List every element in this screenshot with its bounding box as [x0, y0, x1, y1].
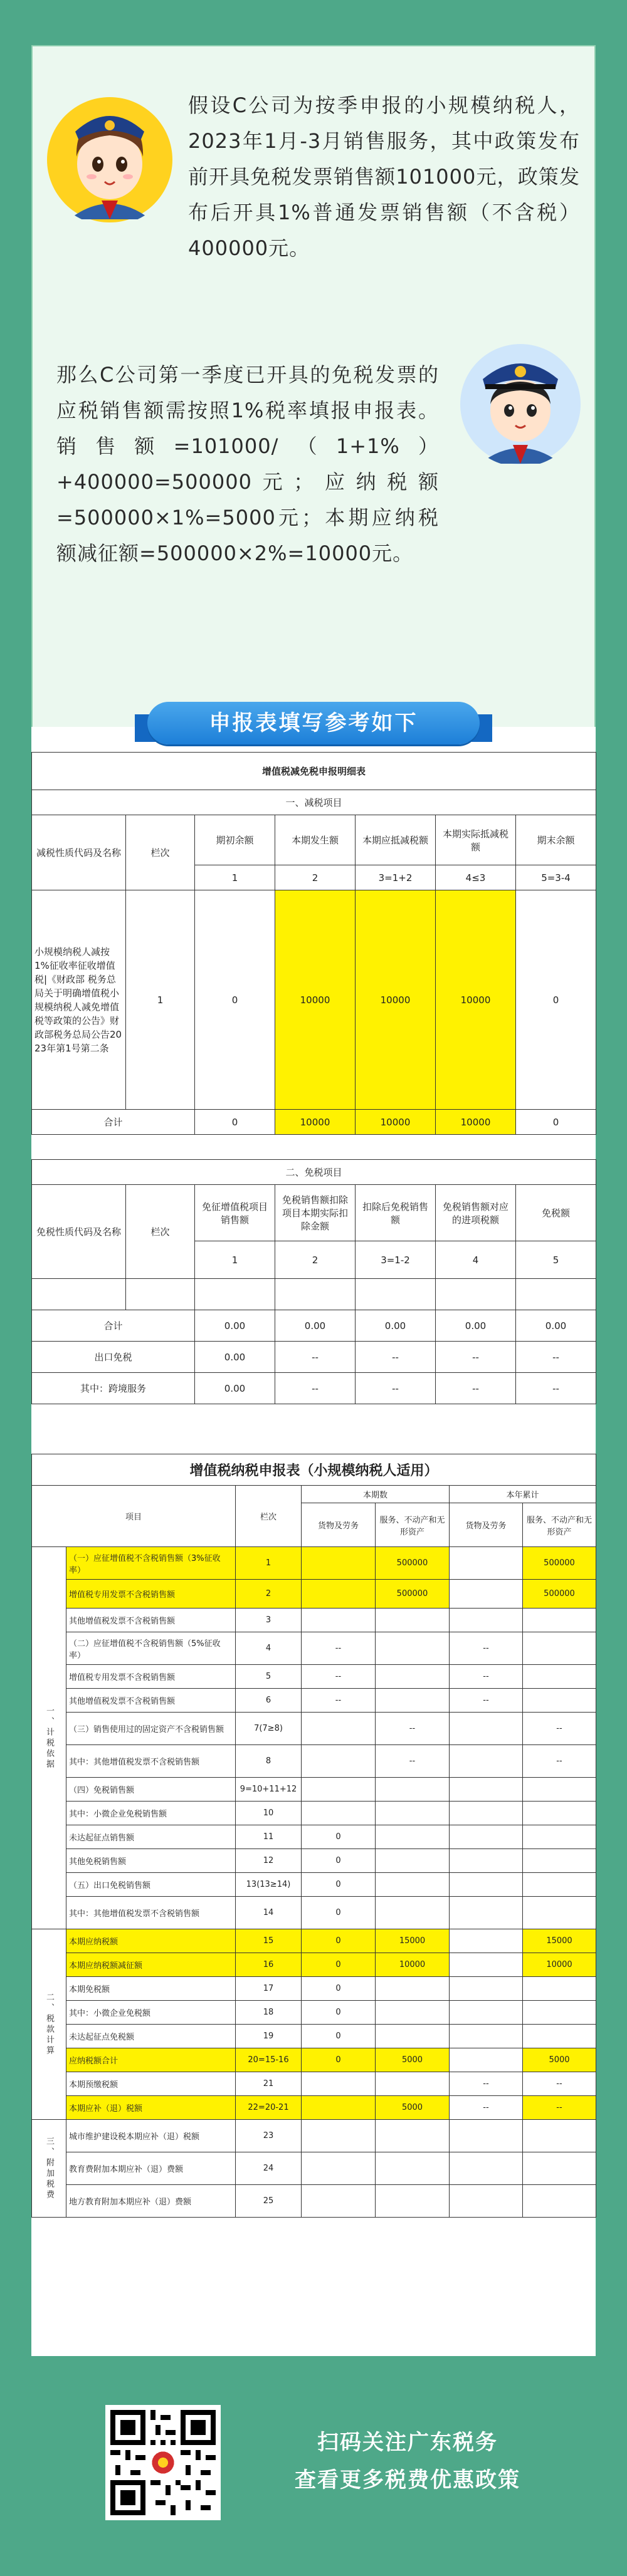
cell: --	[275, 1342, 356, 1373]
return-row	[32, 2048, 596, 2072]
header-deductible-tax: 本期应抵减税额	[356, 815, 436, 865]
cell: 500000	[523, 1580, 596, 1609]
cell	[523, 2120, 596, 2152]
header-services: 服务、不动产和无形资产	[523, 1503, 596, 1547]
cell	[376, 2152, 450, 2185]
row-number: 9=10+11+12	[236, 1778, 302, 1802]
cell-highlight: 10000	[356, 890, 436, 1110]
cell	[302, 2185, 376, 2218]
row-label: 其中：小微企业免税额	[66, 2001, 236, 2025]
cell	[450, 1745, 523, 1778]
row-number: 1	[236, 1547, 302, 1580]
cell: 0	[302, 2048, 376, 2072]
return-row	[32, 2025, 596, 2048]
row-number: 11	[236, 1825, 302, 1849]
reduction-policy-name: 小规模纳税人减按1%征收率征收增值税|《财政部 税务总局关于明确增值税小规模纳税人减免增值税等政策的公告》财政部税务总局公告2023年第1号第二条	[32, 890, 126, 1110]
cell	[32, 1279, 126, 1310]
cell: 0	[302, 2001, 376, 2025]
row-number: 21	[236, 2072, 302, 2096]
ribbon-title: 申报表填写参考如下	[209, 711, 418, 736]
row-number: 10	[236, 1802, 302, 1825]
cell	[450, 1713, 523, 1745]
row-number: 16	[236, 1953, 302, 1977]
cell: 0	[516, 890, 596, 1110]
total-label: 合计	[32, 1110, 195, 1135]
cell: 0	[302, 1849, 376, 1873]
cell	[376, 1665, 450, 1689]
row-number: 17	[236, 1977, 302, 2001]
return-row	[32, 2152, 596, 2185]
cell	[376, 1778, 450, 1802]
cell	[523, 2025, 596, 2048]
cell	[450, 1953, 523, 1977]
export-exempt-label: 出口免税	[32, 1342, 195, 1373]
row-number: 18	[236, 2001, 302, 2025]
return-row	[32, 1745, 596, 1778]
cell	[450, 2152, 523, 2185]
return-row	[32, 1897, 596, 1929]
cell	[376, 1802, 450, 1825]
row-label: 其中：其他增值税发票不含税销售额	[66, 1897, 236, 1929]
cell: --	[523, 1745, 596, 1778]
row-label: 增值税专用发票不含税销售额	[66, 1580, 236, 1609]
cell	[376, 1825, 450, 1849]
cell: --	[356, 1373, 436, 1404]
header-actual-deducted: 本期实际抵减税额	[436, 815, 516, 865]
cell	[523, 1609, 596, 1632]
cell: --	[376, 1745, 450, 1778]
table1-title: 增值税减免税申报明细表	[32, 753, 596, 790]
header-current-period: 本期数	[302, 1486, 450, 1503]
row-label: 地方教育附加本期应补（退）费额	[66, 2185, 236, 2218]
cell	[376, 1849, 450, 1873]
cell	[376, 1632, 450, 1665]
cell	[450, 1977, 523, 2001]
tax-officer-male-avatar	[458, 342, 583, 467]
return-row	[32, 1953, 596, 1977]
cell	[302, 1745, 376, 1778]
cell: --	[450, 2096, 523, 2120]
cell	[302, 1609, 376, 1632]
row-label: （一）应征增值税不含税销售额（3%征收率）	[66, 1547, 236, 1580]
cell	[376, 2120, 450, 2152]
cell	[302, 1547, 376, 1580]
header-current-amount: 本期发生额	[275, 815, 356, 865]
row-number: 5	[236, 1665, 302, 1689]
row-label: 应纳税额合计	[66, 2048, 236, 2072]
header-net-exempt-sales: 扣除后免税销售额	[356, 1185, 436, 1241]
cell	[450, 2185, 523, 2218]
row-label: 其中：其他增值税发票不含税销售额	[66, 1745, 236, 1778]
header-exempt-tax: 免税额	[516, 1185, 596, 1241]
cell: 0.00	[436, 1310, 516, 1342]
cell	[376, 1873, 450, 1897]
cell: --	[356, 1342, 436, 1373]
row-number: 22=20-21	[236, 2096, 302, 2120]
return-row	[32, 1632, 596, 1665]
cell: --	[436, 1373, 516, 1404]
cross-border-label: 其中：跨境服务	[32, 1373, 195, 1404]
cell	[376, 2025, 450, 2048]
row-number: 6	[236, 1689, 302, 1713]
cell	[356, 1279, 436, 1310]
cell	[523, 1689, 596, 1713]
cell	[523, 1897, 596, 1929]
row-label: （三）销售使用过的固定资产不含税销售额	[66, 1713, 236, 1745]
cell	[523, 2185, 596, 2218]
cell	[195, 1279, 275, 1310]
cell: --	[523, 1713, 596, 1745]
footer-line-2: 查看更多税费优惠政策	[295, 2468, 520, 2493]
row-number: 12	[236, 1849, 302, 1873]
cell: 500000	[523, 1547, 596, 1580]
cell: --	[516, 1373, 596, 1404]
section-reduction-label: 一、减税项目	[32, 790, 596, 815]
cell: 5000	[523, 2048, 596, 2072]
cell	[450, 2048, 523, 2072]
cell	[302, 1778, 376, 1802]
cell	[523, 1873, 596, 1897]
top-green-rule	[0, 19, 627, 21]
cell	[302, 2096, 376, 2120]
cell	[523, 2001, 596, 2025]
header-opening-balance: 期初余额	[195, 815, 275, 865]
cell	[376, 2185, 450, 2218]
total-label: 合计	[32, 1310, 195, 1342]
cell: 5000	[376, 2048, 450, 2072]
cell: 500000	[376, 1547, 450, 1580]
cell: 10000	[523, 1953, 596, 1977]
cell	[126, 1279, 195, 1310]
row-label: 本期免税额	[66, 1977, 236, 2001]
cell	[450, 1609, 523, 1632]
cell	[450, 1897, 523, 1929]
reduction-exemption-table	[31, 752, 596, 1404]
table2-title: 增值税纳税申报表（小规模纳税人适用）	[32, 1454, 596, 1486]
cell: --	[275, 1373, 356, 1404]
cell: 5000	[376, 2096, 450, 2120]
header-reduction-code: 减税性质代码及名称	[32, 815, 126, 890]
header-exempt-sales: 免征增值税项目销售额	[195, 1185, 275, 1241]
row-number: 7(7≥8)	[236, 1713, 302, 1745]
row-label: 本期应纳税额减征额	[66, 1953, 236, 1977]
cell: 15000	[523, 1929, 596, 1953]
row-label: 其中：小微企业免税销售额	[66, 1802, 236, 1825]
cell-highlight: 10000	[436, 890, 516, 1110]
cell: 0	[516, 1110, 596, 1135]
cell-highlight: 10000	[275, 1110, 356, 1135]
colnum: 3=1+2	[356, 865, 436, 890]
row-label: 增值税专用发票不含税销售额	[66, 1665, 236, 1689]
header-exemption-code: 免税性质代码及名称	[32, 1185, 126, 1279]
row-number: 19	[236, 2025, 302, 2048]
cell: --	[376, 1713, 450, 1745]
group-label: 二、税款计算	[32, 1929, 66, 2120]
cell: --	[450, 1632, 523, 1665]
row-label: （二）应征增值税不含税销售额（5%征收率）	[66, 1632, 236, 1665]
cell: --	[302, 1689, 376, 1713]
small-scale-vat-return-table	[31, 1454, 596, 2218]
cell: 0	[195, 1110, 275, 1135]
cell: 500000	[376, 1580, 450, 1609]
cell	[450, 2001, 523, 2025]
return-row	[32, 2185, 596, 2218]
cell	[450, 1929, 523, 1953]
cell	[376, 2001, 450, 2025]
cell: 0	[195, 890, 275, 1110]
row-number: 8	[236, 1745, 302, 1778]
cell	[523, 1778, 596, 1802]
header-deduction-amount: 免税销售额扣除项目本期实际扣除金额	[275, 1185, 356, 1241]
cell: 0.00	[195, 1373, 275, 1404]
cell	[450, 1825, 523, 1849]
cell	[523, 1849, 596, 1873]
cell	[450, 1547, 523, 1580]
colnum: 5=3-4	[516, 865, 596, 890]
colnum: 4	[436, 1241, 516, 1279]
cell-highlight: 10000	[436, 1110, 516, 1135]
cell	[523, 1977, 596, 2001]
header-closing-balance: 期末余额	[516, 815, 596, 865]
row-number: 25	[236, 2185, 302, 2218]
cell	[302, 2072, 376, 2096]
return-row	[32, 1778, 596, 1802]
cell: --	[450, 1689, 523, 1713]
return-row	[32, 1825, 596, 1849]
qr-code-icon	[110, 2410, 216, 2515]
cell: 0.00	[356, 1310, 436, 1342]
colnum: 1	[195, 865, 275, 890]
cell: 0	[302, 2025, 376, 2048]
row-label: （四）免税销售额	[66, 1778, 236, 1802]
header-row-number: 栏次	[126, 815, 195, 890]
row-number: 15	[236, 1929, 302, 1953]
cell	[376, 2072, 450, 2096]
cell	[450, 1778, 523, 1802]
cell: 1	[126, 890, 195, 1110]
cell	[516, 1279, 596, 1310]
cell	[450, 1580, 523, 1609]
table2-body	[32, 1547, 596, 2218]
cell	[523, 2152, 596, 2185]
cell: --	[436, 1342, 516, 1373]
cell	[436, 1279, 516, 1310]
cell: 15000	[376, 1929, 450, 1953]
row-label: 其他增值税发票不含税销售额	[66, 1609, 236, 1632]
row-number: 2	[236, 1580, 302, 1609]
cell: 0.00	[275, 1310, 356, 1342]
return-row	[32, 1849, 596, 1873]
cell: 0	[302, 1873, 376, 1897]
header-services: 服务、不动产和无形资产	[376, 1503, 450, 1547]
header-item: 项目	[32, 1486, 236, 1547]
cell	[450, 2120, 523, 2152]
row-label: 本期应纳税额	[66, 1929, 236, 1953]
cell: --	[516, 1342, 596, 1373]
cell: --	[523, 2096, 596, 2120]
cell	[523, 1632, 596, 1665]
row-label: 未达起征点免税额	[66, 2025, 236, 2048]
cell	[523, 1802, 596, 1825]
intro-paragraph-2: 那么C公司第一季度已开具的免税发票的应税销售额需按照1%税率填报申报表。销售额=101000/（1+1%）+400000=500000元；应纳税额=500000×1%=5000元；本期应纳税额减征额=500000×2%=10000元。	[56, 363, 439, 565]
header-input-tax: 免税销售额对应的进项税额	[436, 1185, 516, 1241]
header-goods: 货物及劳务	[450, 1503, 523, 1547]
cell	[523, 1825, 596, 1849]
return-row	[32, 2120, 596, 2152]
group-label: 三、附加税费	[32, 2120, 66, 2218]
row-label: （五）出口免税销售额	[66, 1873, 236, 1897]
section-exemption-label: 二、免税项目	[32, 1160, 596, 1185]
cell: 0.00	[195, 1310, 275, 1342]
return-row	[32, 1802, 596, 1825]
top-green-bar	[0, 0, 627, 4]
cell	[275, 1279, 356, 1310]
group-label: 一、计税依据	[32, 1547, 66, 1929]
row-number: 20=15-16	[236, 2048, 302, 2072]
cell: 0	[302, 1825, 376, 1849]
colnum: 2	[275, 865, 356, 890]
row-label: 教育费附加本期应补（退）费额	[66, 2152, 236, 2185]
cell-highlight: 10000	[275, 890, 356, 1110]
row-number: 24	[236, 2152, 302, 2185]
row-number: 13(13≥14)	[236, 1873, 302, 1897]
cell-highlight: 10000	[356, 1110, 436, 1135]
colnum: 5	[516, 1241, 596, 1279]
intro-paragraph-1: 假设C公司为按季申报的小规模纳税人，2023年1月-3月销售服务，其中政策发布前开具免税发票销售额101000元，政策发布后开具1%普通发票销售额（不含税）400000元。	[188, 93, 580, 260]
cell	[450, 1873, 523, 1897]
tax-officer-female-avatar	[44, 94, 176, 226]
cell: 0	[302, 1897, 376, 1929]
row-number: 4	[236, 1632, 302, 1665]
cell: --	[450, 2072, 523, 2096]
cell	[376, 1689, 450, 1713]
cell: --	[302, 1632, 376, 1665]
colnum: 2	[275, 1241, 356, 1279]
return-row	[32, 1547, 596, 1580]
cell: --	[302, 1665, 376, 1689]
cell	[376, 1977, 450, 2001]
cell	[302, 1713, 376, 1745]
return-row	[32, 1580, 596, 1609]
header-row-number: 栏次	[236, 1486, 302, 1547]
row-number: 14	[236, 1897, 302, 1929]
return-row	[32, 1929, 596, 1953]
cell	[376, 1609, 450, 1632]
return-row	[32, 1665, 596, 1689]
row-label: 本期预缴税额	[66, 2072, 236, 2096]
header-year-to-date: 本年累计	[450, 1486, 596, 1503]
cell: 0	[302, 1953, 376, 1977]
qr-code	[105, 2405, 221, 2520]
row-label: 未达起征点销售额	[66, 1825, 236, 1849]
colnum: 4≤3	[436, 865, 516, 890]
return-row	[32, 1873, 596, 1897]
cell	[523, 1665, 596, 1689]
spacer	[32, 1135, 596, 1160]
cell	[450, 1802, 523, 1825]
cell	[302, 1802, 376, 1825]
return-row	[32, 1609, 596, 1632]
header-goods: 货物及劳务	[302, 1503, 376, 1547]
cell	[302, 2120, 376, 2152]
cell	[450, 1849, 523, 1873]
row-number: 3	[236, 1609, 302, 1632]
section-ribbon	[135, 697, 492, 753]
return-row	[32, 1713, 596, 1745]
cell: 0	[302, 1977, 376, 2001]
row-label: 其他增值税发票不含税销售额	[66, 1689, 236, 1713]
colnum: 1	[195, 1241, 275, 1279]
return-row	[32, 2096, 596, 2120]
colnum: 3=1-2	[356, 1241, 436, 1279]
row-label: 本期应补（退）税额	[66, 2096, 236, 2120]
return-row	[32, 1977, 596, 2001]
header-row-number: 栏次	[126, 1185, 195, 1279]
return-row	[32, 2072, 596, 2096]
cell: 0	[302, 1929, 376, 1953]
cell: 0.00	[516, 1310, 596, 1342]
footer-line-1: 扫码关注广东税务	[317, 2430, 498, 2455]
row-label: 其他免税销售额	[66, 1849, 236, 1873]
row-number: 23	[236, 2120, 302, 2152]
cell	[450, 2025, 523, 2048]
return-row	[32, 2001, 596, 2025]
cell	[302, 1580, 376, 1609]
return-row	[32, 1689, 596, 1713]
cell: --	[450, 1665, 523, 1689]
row-label: 城市维护建设税本期应补（退）税额	[66, 2120, 236, 2152]
cell: 10000	[376, 1953, 450, 1977]
cell	[376, 1897, 450, 1929]
cell: 0.00	[195, 1342, 275, 1373]
cell	[302, 2152, 376, 2185]
cell: --	[523, 2072, 596, 2096]
